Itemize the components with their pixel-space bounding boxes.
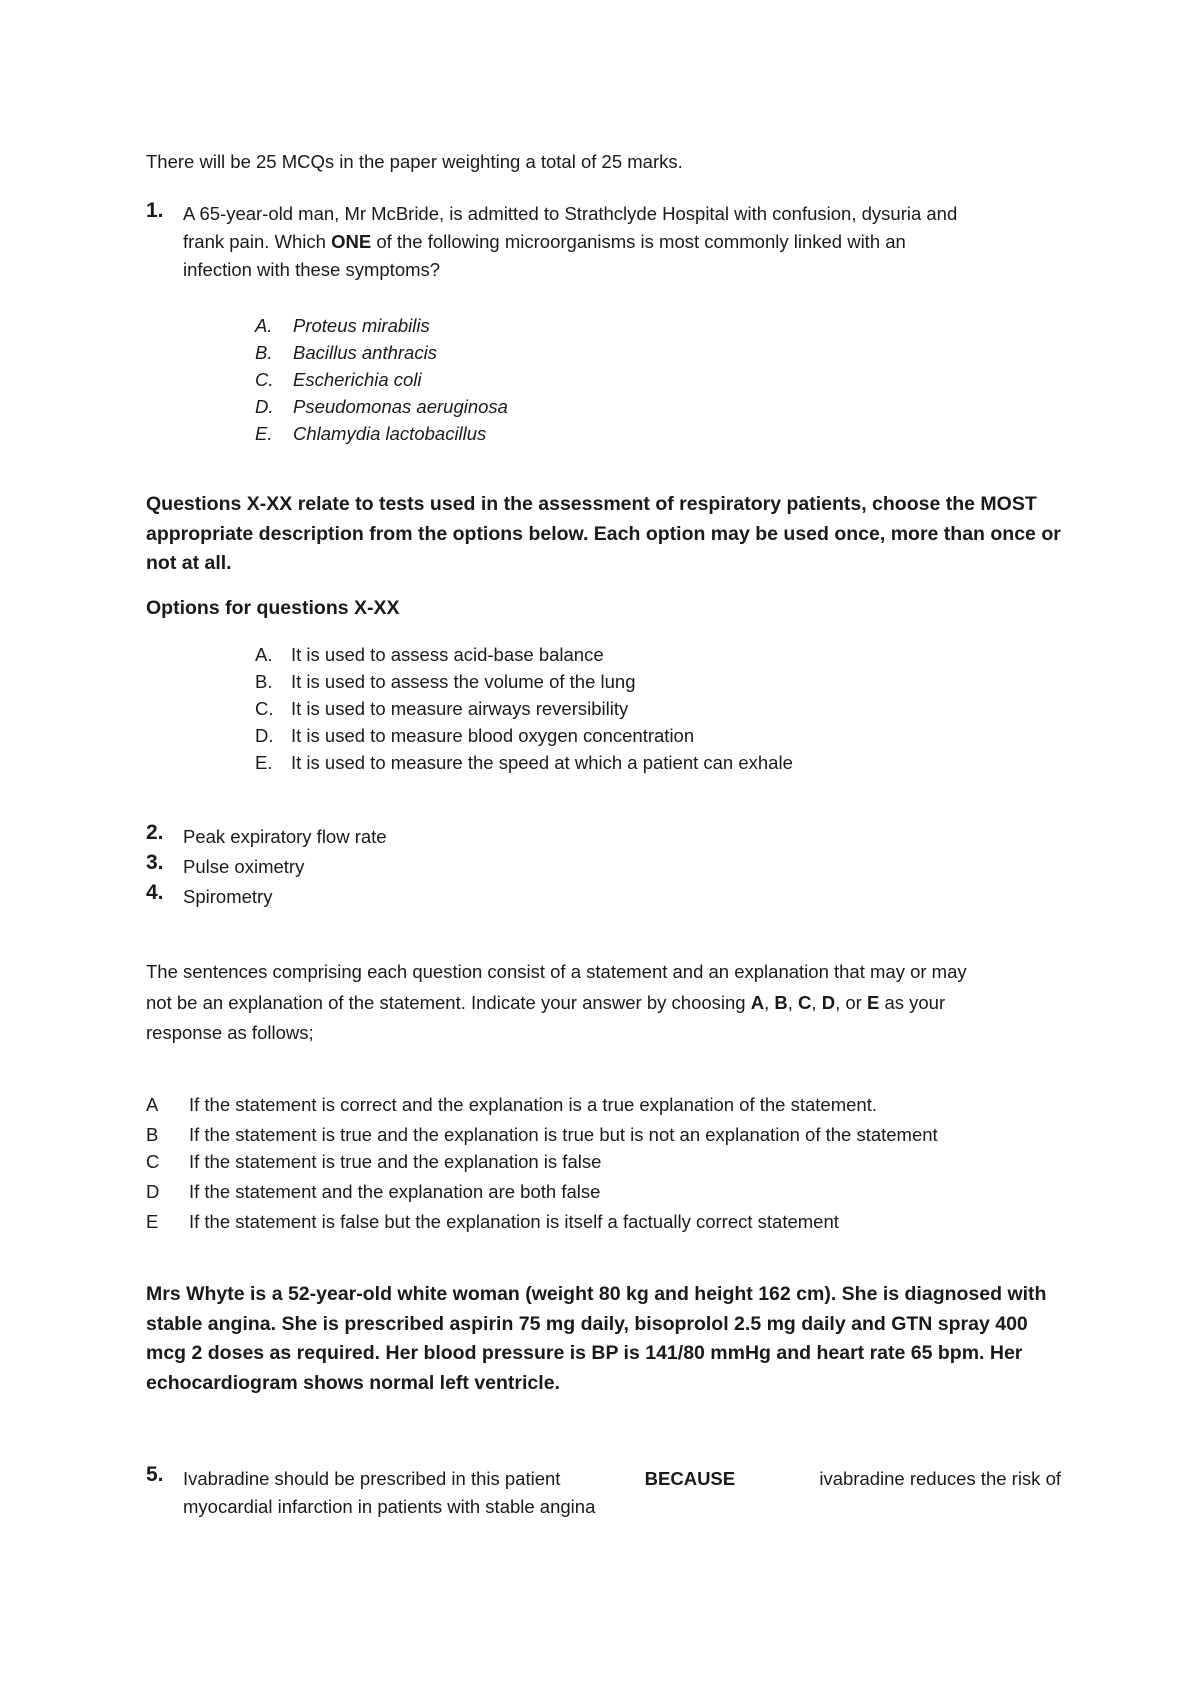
instructions-line-2: not be an explanation of the statement. Indicate your answer by choosing A, B, C, D, or E as your [146,992,946,1013]
rule-letter: B [146,1124,159,1145]
emphasis-one: ONE [331,231,372,252]
question-number: 2. [146,821,164,844]
rule-text: If the statement and the explanation are both false [189,1181,601,1202]
rule-text: If the statement is correct and the explanation is a true explanation of the statement. [189,1094,877,1115]
instructions-line-1: The sentences comprising each question consist of a statement and an explanation that may or may [146,961,967,982]
option-text: It is used to measure blood oxygen concentration [291,725,695,746]
question-1-line-2: frank pain. Which ONE of the following microorganisms is most commonly linked with an [183,231,906,252]
option-letter: A. [255,644,273,665]
rule-text: If the statement is true and the explanation is false [189,1151,602,1172]
question-1-line-3: infection with these symptoms? [183,259,441,280]
question-5-line-1: Ivabradine should be prescribed in this patient BECAUSE ivabradine reduces the risk of [183,1465,1061,1493]
option-text: Pseudomonas aeruginosa [293,396,508,417]
option-letter: B. [255,671,273,692]
instructions-line-3: response as follows; [146,1022,314,1043]
question-number: 4. [146,881,164,904]
option-text: It is used to measure the speed at which a patient can exhale [291,752,793,773]
case-stem: Mrs Whyte is a 52-year-old white woman (weight 80 kg and height 162 cm). She is diagnosed with stable angina. She is prescribed aspirin 75 mg daily, bisoprolol 2.5 mg daily and GTN spray 400 mcg 2 doses as required. Her blood pressure is BP is 141/80 mmHg and heart rate 65 bpm. Her echocardiogram shows normal left ventricle. [146,1283,1047,1394]
question-number: 3. [146,851,164,874]
question-5-number: 5. [146,1463,164,1486]
option-letter: E. [255,752,273,773]
emphasis-because: BECAUSE [644,1468,736,1489]
option-letter: B. [255,342,273,363]
option-letter: D. [255,396,274,417]
option-text: It is used to assess the volume of the lung [291,671,636,692]
intro-text: There will be 25 MCQs in the paper weighting a total of 25 marks. [146,151,683,172]
option-text: It is used to measure airways reversibility [291,698,629,719]
question-text: Peak expiratory flow rate [183,826,387,847]
option-letter: C. [255,698,274,719]
option-text: Escherichia coli [293,369,422,390]
question-1-number: 1. [146,199,164,222]
option-letter: E. [255,423,273,444]
question-5-line-2: myocardial infarction in patients with stable angina [183,1496,596,1517]
rule-letter: A [146,1094,159,1115]
option-letter: A. [255,315,273,336]
question-text: Spirometry [183,886,273,907]
rule-letter: E [146,1211,159,1232]
rule-text: If the statement is true and the explanation is true but is not an explanation of the statement [189,1124,938,1145]
question-1-line-1: A 65-year-old man, Mr McBride, is admitted to Strathclyde Hospital with confusion, dysuria and [183,203,958,224]
option-text: It is used to assess acid-base balance [291,644,604,665]
rule-letter: D [146,1181,160,1202]
option-text: Proteus mirabilis [293,315,430,336]
rule-letter: C [146,1151,160,1172]
rule-text: If the statement is false but the explanation is itself a factually correct statement [189,1211,839,1232]
options-title: Options for questions X-XX [146,597,400,619]
question-text: Pulse oximetry [183,856,305,877]
respiratory-heading: Questions X-XX relate to tests used in the assessment of respiratory patients, choose the MOST appropriate description from the options below. Each option may be used once, more than once or not at all. [146,493,1061,574]
option-text: Chlamydia lactobacillus [293,423,487,444]
option-letter: D. [255,725,274,746]
option-letter: C. [255,369,274,390]
option-text: Bacillus anthracis [293,342,437,363]
